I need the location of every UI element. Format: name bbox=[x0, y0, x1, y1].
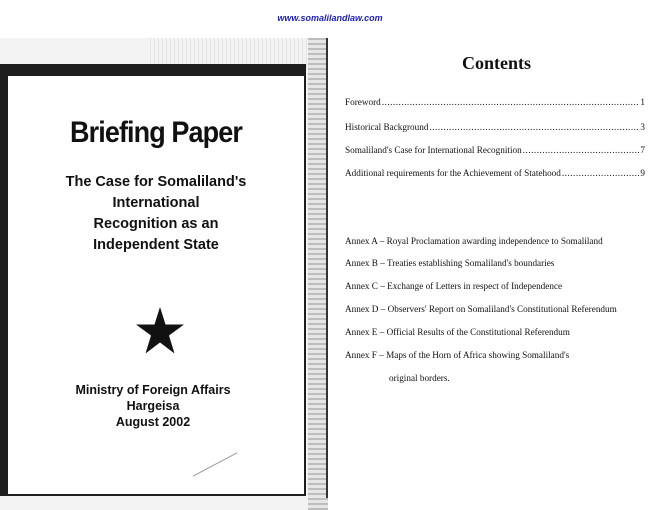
cover-title: Briefing Paper bbox=[70, 116, 242, 149]
toc-entry[interactable] bbox=[345, 97, 645, 107]
site-url-link[interactable]: www.somalilandlaw.com bbox=[277, 13, 383, 23]
subtitle-line: Independent State bbox=[93, 237, 219, 253]
toc-entry[interactable] bbox=[345, 122, 645, 132]
toc-entry-page: 9 bbox=[640, 168, 645, 178]
annex-item: Annex B – Treaties establishing Somaliland's boundaries bbox=[345, 258, 555, 268]
toc-leader bbox=[382, 97, 640, 107]
toc-entry-page: 7 bbox=[640, 145, 645, 155]
toc-entry-title: Additional requirements for the Achievement of Statehood bbox=[345, 168, 561, 178]
annex-item: Annex C – Exchange of Letters in respect of Independence bbox=[345, 281, 563, 291]
toc-leader bbox=[562, 168, 640, 178]
annex-item: Annex D – Observers' Report on Somaliland's Constitutional Referendum bbox=[345, 304, 617, 314]
publication-date: August 2002 bbox=[115, 415, 191, 429]
contents-heading: Contents bbox=[462, 53, 532, 73]
annex-item: Annex E – Official Results of the Constitutional Referendum bbox=[345, 327, 570, 337]
toc-leader bbox=[523, 145, 640, 155]
toc-entry-page: 3 bbox=[640, 122, 645, 132]
cover-publisher bbox=[0, 382, 306, 430]
toc-entry-title: Foreword bbox=[345, 97, 381, 107]
cover-subtitle bbox=[28, 172, 284, 256]
toc-entry[interactable] bbox=[345, 168, 645, 178]
toc-entry-title: Somaliland's Case for International Recognition bbox=[345, 145, 522, 155]
ministry-city: Hargeisa bbox=[126, 399, 180, 413]
toc-entry-page: 1 bbox=[640, 97, 645, 107]
ministry-name: Ministry of Foreign Affairs bbox=[75, 383, 231, 397]
cover-sheet bbox=[8, 76, 304, 494]
annex-item: Annex F – Maps of the Horn of Africa showing Somaliland's bbox=[345, 350, 570, 360]
page-divider bbox=[326, 38, 328, 498]
annex-item-continuation: original borders. bbox=[389, 373, 450, 383]
cover-frame bbox=[0, 64, 306, 496]
book-spine bbox=[308, 38, 328, 510]
star-icon bbox=[135, 306, 185, 356]
subtitle-line: Recognition as an bbox=[93, 216, 219, 232]
annex-item: Annex A – Royal Proclamation awarding independence to Somaliland bbox=[345, 236, 603, 246]
toc-entry[interactable] bbox=[345, 145, 645, 155]
toc-entry-title: Historical Background bbox=[345, 122, 429, 132]
toc-leader bbox=[429, 122, 639, 132]
subtitle-line: The Case for Somaliland's bbox=[65, 174, 247, 190]
subtitle-line: International bbox=[112, 195, 200, 211]
